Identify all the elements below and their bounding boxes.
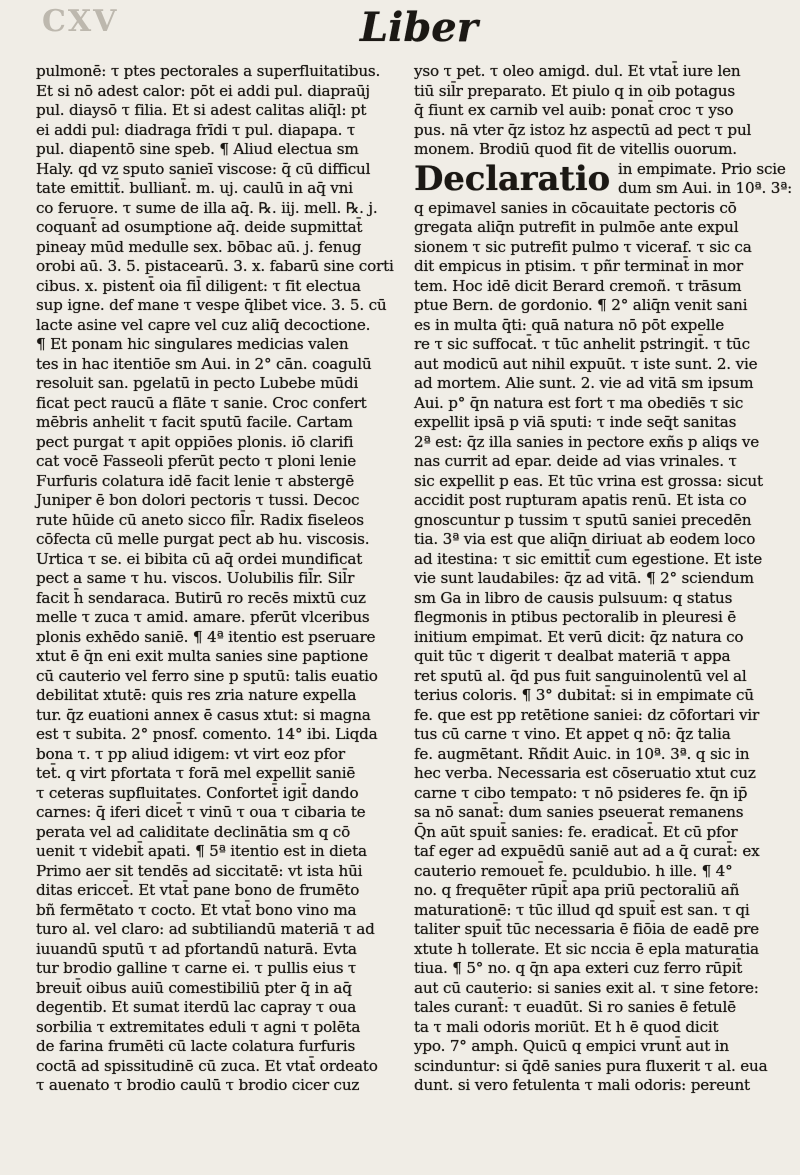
text-line: carnes: q̄ iferi dicet̄ τ vinū τ oua τ cibaria te bbox=[36, 803, 366, 821]
right-column-top bbox=[414, 62, 770, 160]
text-line: cauterio remouet̄ fe. pculdubio. h ille. ¶ 4° bbox=[414, 861, 733, 880]
text-line: monem. Brodiū quod fit de vitellis ouorum. bbox=[414, 140, 737, 158]
text-line: xtut ē q̄n eni exit multa sanies sine paptione bbox=[36, 647, 369, 665]
folio-number: CXV bbox=[42, 4, 119, 39]
text-line: gregata aliq̄n putrefit in pulmōe ante expul bbox=[414, 218, 739, 236]
text-line: cat vocē Fasseoli pferūt pecto τ ploni lenie bbox=[36, 452, 357, 470]
text-line: mēbris anhelit τ facit sputū facile. Cartam bbox=[36, 413, 353, 431]
text-line: iuuandū sputū τ ad pfortandū naturā. Evta bbox=[36, 939, 357, 958]
text-line: dit empicus in ptisim. τ pñr terminat̄ in mor bbox=[414, 257, 743, 275]
text-line: co feruore. τ sume de illa aq̄. ℞. iij. mell. ℞. j. bbox=[36, 198, 378, 217]
text-line: ei addi pul: diadraga frīdi τ pul. diapapa. τ bbox=[36, 120, 356, 139]
text-line: pul. diaysō τ filia. Et si adest calitas aliq̄l: pt bbox=[36, 101, 367, 119]
text-line: dum sm Aui. in 10ª. 3ª: bbox=[618, 179, 793, 197]
text-line: tia. 3ª via est que aliq̄n diriuat ab eodem loco bbox=[414, 530, 756, 548]
right-column-rest bbox=[414, 199, 770, 1096]
text-line: aut cū cauterio: si sanies exit al. τ sine fetore: bbox=[414, 978, 759, 997]
text-line: facit h̄ sendaraca. Butirū ro recēs mixtū cuz bbox=[36, 588, 366, 607]
text-line: tiua. ¶ 5° no. q q̄n apa exteri cuz ferro rūpit̄ bbox=[414, 959, 743, 977]
text-line: ret sputū al. q̄d pus fuit sanguinolentū vel al bbox=[414, 666, 747, 685]
text-line: melle τ zuca τ amid. amare. pferūt vlceribus bbox=[36, 608, 370, 626]
text-line: pul. diapentō sine speb. ¶ Aliud electua sm bbox=[36, 140, 359, 158]
text-line: ad itestina: τ sic emittit̄ cum egestione. Et iste bbox=[414, 549, 763, 568]
text-line: taf eger ad expuēdū saniē aut ad a q̄ curat̄: ex bbox=[414, 842, 760, 860]
text-line: flegmonis in ptibus pectoralib in pleuresi ē bbox=[414, 608, 737, 626]
text-line: gnoscuntur p tussim τ sputū saniei precedēn bbox=[414, 510, 752, 529]
text-line: scinduntur: si q̄dē sanies pura fluxerit τ al. eua bbox=[414, 1056, 768, 1075]
text-line: degentib. Et sumat iterdū lac capray τ oua bbox=[36, 998, 357, 1016]
text-line: Q̄n aūt spuit̄ sanies: fe. eradicat̄. Et cū pfor bbox=[414, 822, 738, 841]
text-line: coquant̄ ad osumptione aq̄. deide supmittat̄ bbox=[36, 218, 363, 236]
text-line: turo al. vel claro: ad subtiliandū materiā τ ad bbox=[36, 920, 375, 938]
text-line: sorbilia τ extremitates eduli τ agni τ polēta bbox=[36, 1017, 361, 1036]
text-line: est τ subita. 2° pnosf. comento. 14° ibi. Liqda bbox=[36, 725, 378, 743]
text-line: sm Ga in libro de causis pulsuum: q status bbox=[414, 588, 733, 607]
text-line: no. q frequēter rūpit̄ apa priū pectoraliū añ bbox=[414, 881, 740, 899]
text-line: ptue Bern. de gordonio. ¶ 2° aliq̄n venit sani bbox=[414, 296, 748, 314]
text-line: perata vel ad caliditate declinātia sm q cō bbox=[36, 822, 351, 841]
text-line: coctā ad spissitudinē cū zuca. Et vtat̄ ordeato bbox=[36, 1056, 378, 1075]
text-line: cū cauterio vel ferro sine p sputū: talis euatio bbox=[36, 666, 378, 685]
text-line: Primo aer sit tendēs ad siccitatē: vt ista hūi bbox=[36, 861, 363, 880]
text-line: Furfuris colatura idē facit lenie τ abstergē bbox=[36, 471, 355, 490]
declaratio-heading: Declaratio bbox=[414, 158, 611, 199]
text-line: τ ceteras supfluitates. Confortet̄ igit̄ dando bbox=[36, 783, 359, 802]
text-line: ta τ mali odoris moriūt. Et h ē quod dicit bbox=[414, 1017, 719, 1036]
text-line: fe. augmētant. Rñdit Auic. in 10ª. 3ª. q sic in bbox=[414, 744, 750, 763]
text-line: Et si nō adest calor: pōt ei addi pul. diapraūj bbox=[36, 81, 370, 100]
text-line: 2ª est: q̄z illa sanies in pectore exñs p aliqs ve bbox=[414, 432, 760, 451]
text-line: terius coloris. ¶ 3° dubitat̄: si in empimate cū bbox=[414, 686, 754, 704]
text-line: es in multa q̄ti: quā natura nō pōt expelle bbox=[414, 315, 725, 334]
text-line: tet̄. q virt pfortata τ forā mel expellit saniē bbox=[36, 764, 356, 782]
text-line: lacte asine vel capre vel cuz aliq̄ decoctione. bbox=[36, 315, 371, 334]
text-line: τ auenato τ brodio caulū τ brodio cicer cuz bbox=[36, 1076, 360, 1094]
text-line: plonis exhēdo saniē. ¶ 4ª itentio est pseruare bbox=[36, 627, 376, 646]
text-line: carne τ cibo tempato: τ nō psideres fe. q̄n ip̄ bbox=[414, 783, 748, 802]
text-line: rute hūide cū aneto sicco fil̄r. Radix fiseleos bbox=[36, 510, 364, 529]
text-line: re τ sic suffocat̄. τ tūc anhelit pstringit̄. τ tūc bbox=[414, 335, 750, 353]
text-line: ypo. 7° amph. Quicū q empici vrunt̄ aut in bbox=[414, 1037, 729, 1055]
text-line: ditas ericcet̄. Et vtat̄ pane bono de frumēto bbox=[36, 881, 360, 899]
text-line: Juniper ē bon dolori pectoris τ tussi. Decoc bbox=[36, 491, 360, 509]
text-line: tate emittit̄. bulliant̄. m. uj. caulū in aq̄ vni bbox=[36, 179, 353, 197]
text-line: pect a same τ hu. viscos. Uolubilis fil̄r. Sil̄r bbox=[36, 569, 355, 587]
text-line: tales curant̄: τ euadūt. Si ro sanies ē fetulē bbox=[414, 998, 736, 1016]
text-line: xtute h tollerate. Et sic nccia ē epla maturatia bbox=[414, 939, 759, 958]
text-line: ad mortem. Alie sunt. 2. vie ad vitā sm ipsum bbox=[414, 374, 754, 392]
text-line: nas currit ad epar. deide ad vias vrinales. τ bbox=[414, 452, 737, 470]
text-line: fe. que est pp retētione saniei: dz cōfortari vir bbox=[414, 705, 760, 724]
text-line: bñ fermētato τ cocto. Et vtat̄ bono vino ma bbox=[36, 900, 357, 919]
text-line: pect purgat τ apit oppiōes plonis. iō clarifi bbox=[36, 432, 354, 451]
text-line: sionem τ sic putrefit pulmo τ viceraf. τ sic ca bbox=[414, 237, 752, 256]
text-line: tur brodio galline τ carne ei. τ pullis eius τ bbox=[36, 959, 357, 977]
text-line: pus. nā vter q̄z istoz hz aspectū ad pect τ pul bbox=[414, 120, 752, 139]
text-line: aut modicū aut nihil expuūt. τ iste sunt. 2. vie bbox=[414, 354, 758, 373]
text-line: Urtica τ se. ei bibita cū aq̄ ordei mundificat bbox=[36, 549, 363, 568]
text-line: vie sunt laudabiles: q̄z ad vitā. ¶ 2° sciendum bbox=[414, 569, 754, 587]
text-line: hec verba. Necessaria est cōseruatio xtut cuz bbox=[414, 764, 756, 782]
text-line: debilitat xtutē: quis res zria nature expella bbox=[36, 686, 357, 704]
text-line: bona τ. τ pp aliud idigem: vt virt eoz pfor bbox=[36, 744, 345, 763]
text-line: q epimavel sanies in cōcauitate pectoris cō bbox=[414, 198, 737, 217]
text-line: ¶ Et ponam hic singulares medicias valen bbox=[36, 335, 349, 353]
text-line: tus cū carne τ vino. Et appet q nō: q̄z talia bbox=[414, 725, 731, 743]
text-line: orobi aū. 3. 5. pistacearū. 3. x. fabarū sine corti bbox=[36, 257, 394, 275]
text-line: Haly. qd vz sputo sanieī viscose: q̄ cū difficul bbox=[36, 159, 371, 178]
declaratio-block bbox=[414, 158, 793, 199]
right-text-column bbox=[414, 62, 793, 1096]
text-line: sup igne. def mane τ vespe q̄libet vice. 3. 5. cū bbox=[36, 296, 387, 314]
text-line: Aui. p° q̄n natura est fort τ ma obediēs τ sic bbox=[414, 393, 744, 412]
text-line: quit tūc τ digerit τ dealbat materiā τ appa bbox=[414, 647, 731, 665]
text-line: dunt. si vero fetulenta τ mali odoris: pereunt bbox=[414, 1076, 750, 1094]
left-text-column bbox=[36, 62, 408, 1096]
running-header: Liber bbox=[360, 4, 478, 51]
text-line: cōfecta cū melle purgat pect ab hu. viscosis. bbox=[36, 530, 370, 548]
text-line: tes in hac itentiōe sm Aui. in 2° cān. coagulū bbox=[36, 354, 372, 373]
text-line: ficat pect raucū a flāte τ sanie. Croc confert bbox=[36, 393, 367, 412]
text-line: maturationē: τ tūc illud qd spuit̄ est san. τ qi bbox=[414, 900, 750, 919]
text-line: uenit τ videbit̄ apati. ¶ 5ª itentio est in dieta bbox=[36, 842, 367, 860]
text-line: q̄ fiunt ex carnib vel auib: ponat̄ croc τ yso bbox=[414, 101, 734, 119]
text-line: taliter spuit̄ tūc necessaria ē fiōia de eadē pre bbox=[414, 920, 759, 938]
text-line: yso τ pet. τ oleo amigd. dul. Et vtat̄ iure len bbox=[414, 62, 741, 80]
text-line: pineay mūd medulle sex. bōbac aū. j. fenug bbox=[36, 237, 362, 256]
declaratio-side-text bbox=[618, 160, 792, 199]
text-line: pulmonē: τ ptes pectorales a superfluitatibus. bbox=[36, 62, 381, 80]
text-line: cibus. x. pistent̄ oia fil̄ diligent: τ fit electua bbox=[36, 276, 361, 295]
text-line: sic expellit p eas. Et tūc vrina est grossa: sicut bbox=[414, 471, 763, 490]
text-line: breuit̄ oibus auiū comestibiliū pter q̄ in aq̄ bbox=[36, 978, 352, 997]
text-line: tem. Hoc idē dicit Berard cremoñ. τ trāsum bbox=[414, 276, 742, 295]
text-line: in empimate. Prio scie bbox=[618, 159, 786, 178]
text-line: tur. q̄z euationi annex ē casus xtut: si magna bbox=[36, 705, 371, 724]
text-line: accidit post rupturam apatis renū. Et ista co bbox=[414, 491, 747, 509]
text-line: initium empimat. Et verū dicit: q̄z natura co bbox=[414, 627, 744, 646]
text-line: sa nō sanat̄: dum sanies pseuerat remanens bbox=[414, 803, 744, 821]
text-line: resoluit san. pgelatū in pecto Lubebe mūdi bbox=[36, 374, 359, 392]
text-line: expellit ipsā p viā sputi: τ inde seq̄t sanitas bbox=[414, 413, 737, 431]
text-line: de farina frumēti cū lacte colatura furfuris bbox=[36, 1037, 356, 1055]
text-line: tiū sil̄r preparato. Et piulo q in oib potagus bbox=[414, 81, 735, 100]
